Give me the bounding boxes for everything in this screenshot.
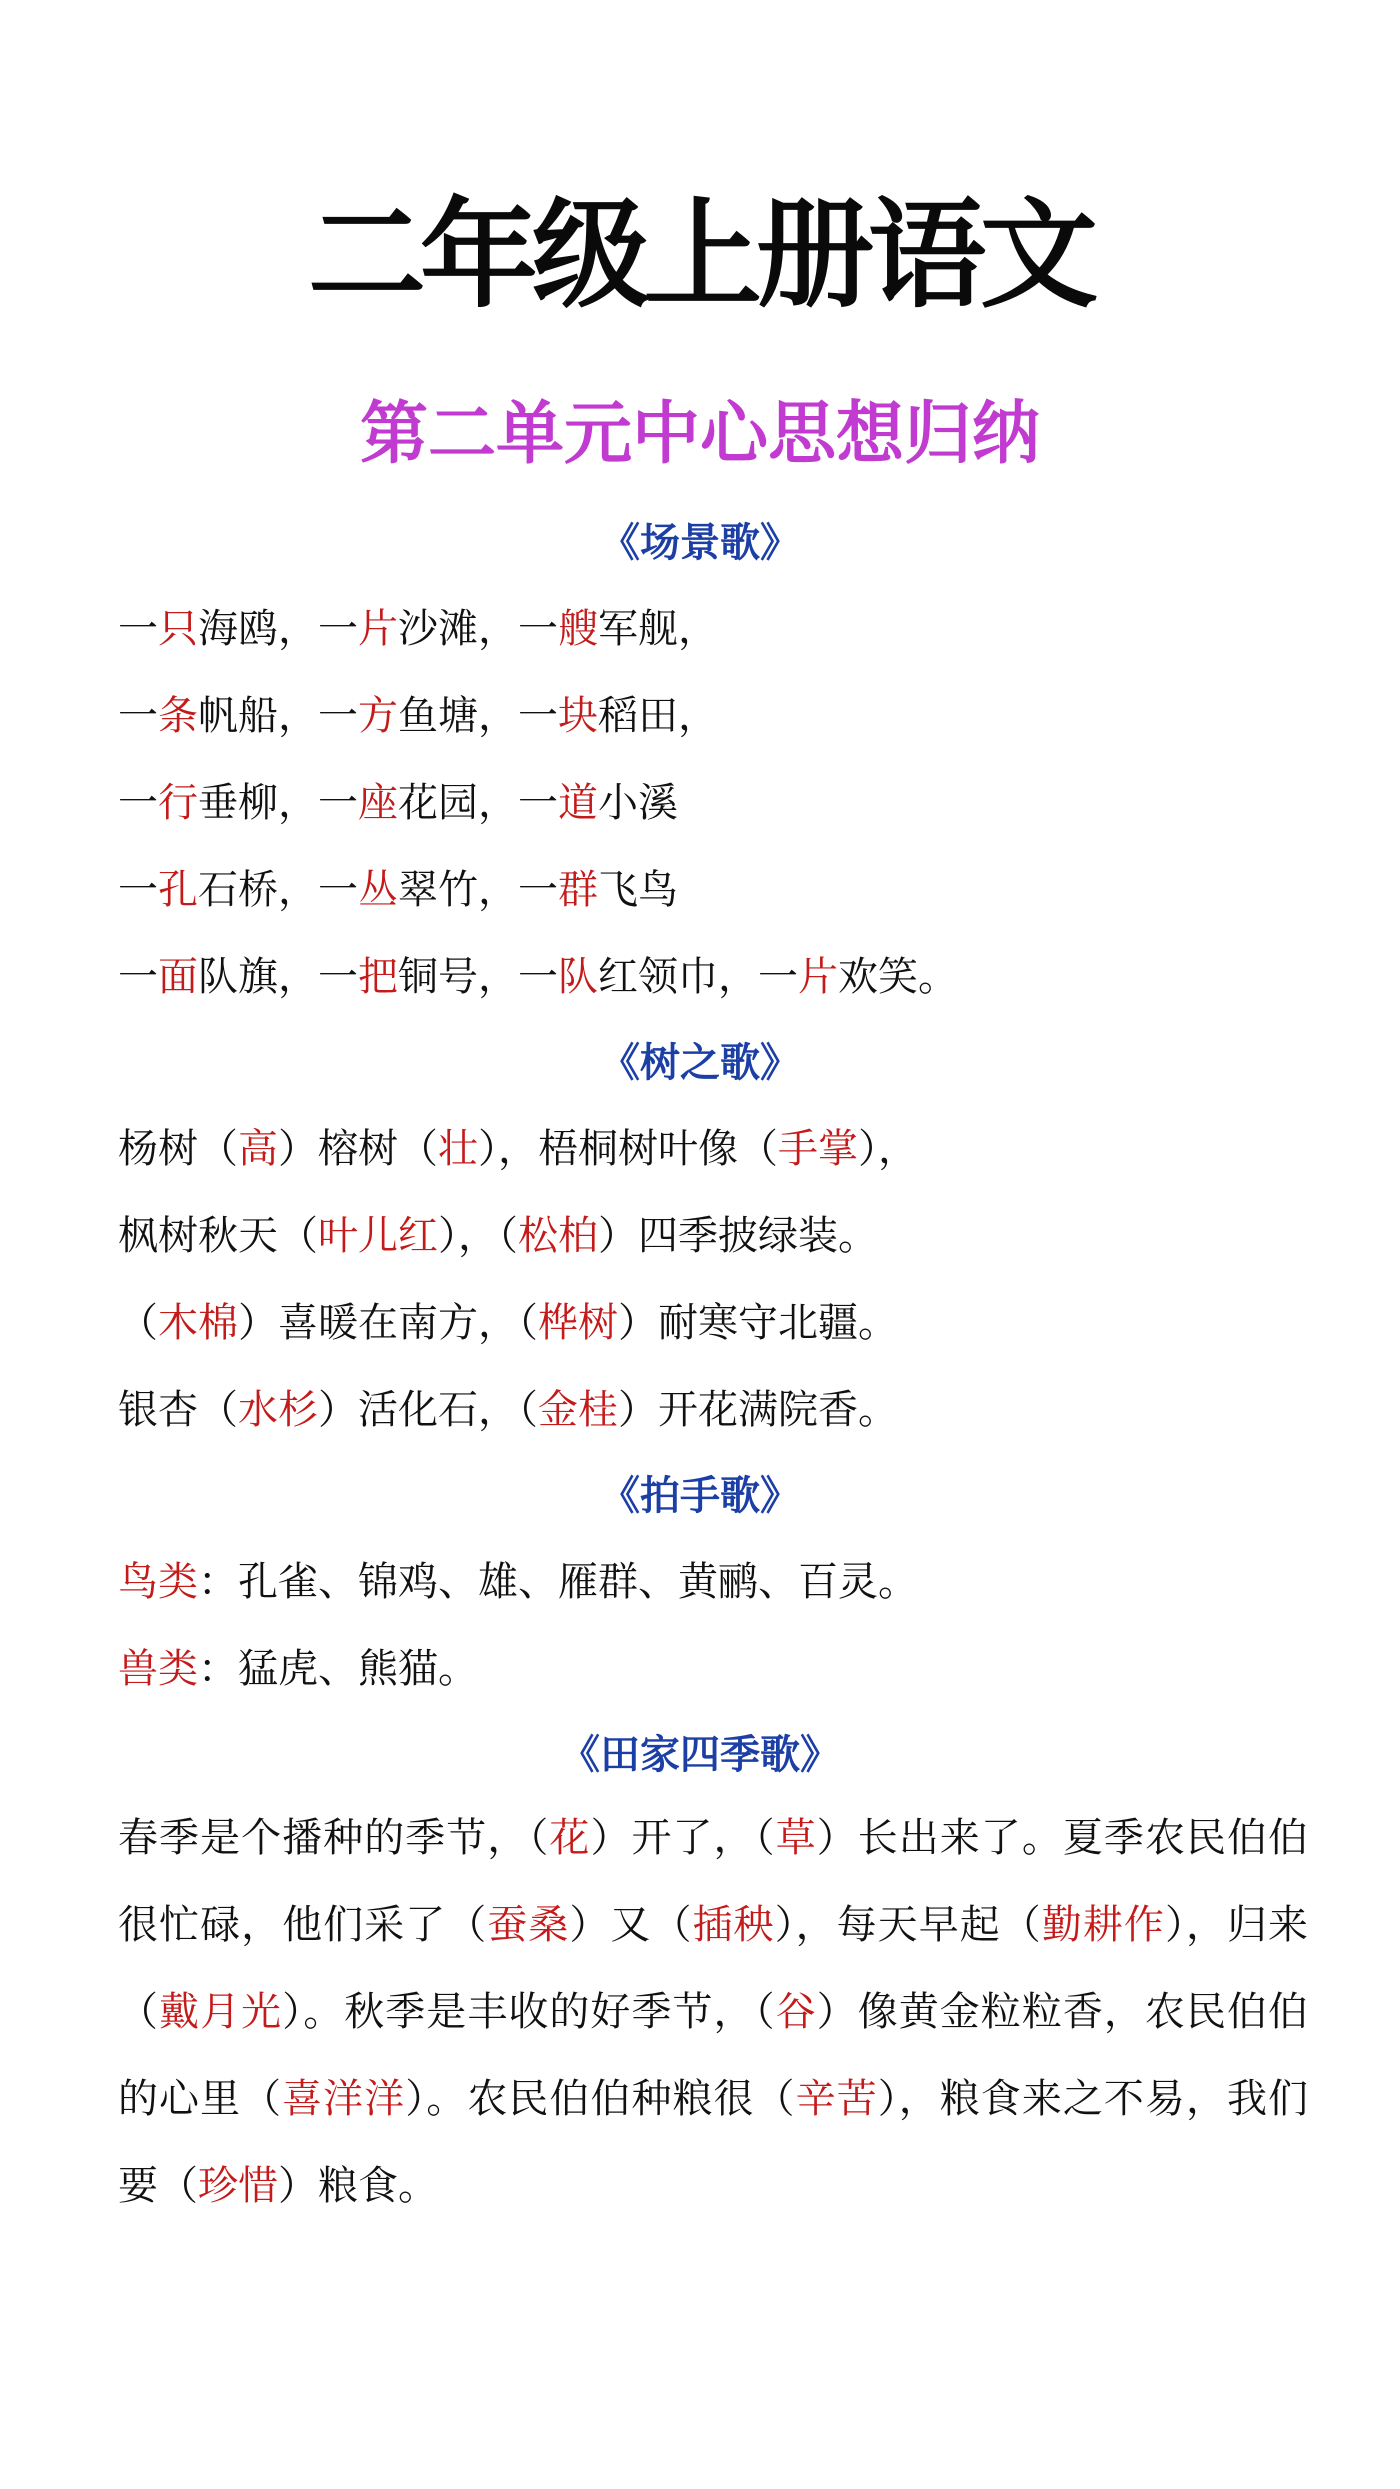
highlight-word: 面 <box>158 954 198 1000</box>
text-segment: 花园，一 <box>398 780 558 826</box>
highlight-word: 只 <box>158 606 198 652</box>
text-segment: 稻田， <box>598 693 718 739</box>
highlight-word: 队 <box>558 954 598 1000</box>
poem-line <box>118 1642 1318 1696</box>
text-segment: 队旗，一 <box>198 954 358 1000</box>
highlight-word: 片 <box>358 606 398 652</box>
text-segment: ）。农民伯伯种粮很（ <box>405 2076 796 2122</box>
text-segment: ），归来（ <box>118 1902 1309 2035</box>
text-segment: 海鸥，一 <box>198 606 358 652</box>
poem-line <box>118 689 1318 743</box>
poem-line <box>118 1296 1318 1350</box>
highlight-word: 丛 <box>358 867 398 913</box>
text-segment: 帆船，一 <box>198 693 358 739</box>
poem-line <box>118 1383 1318 1437</box>
text-segment: 一 <box>118 693 158 739</box>
highlight-word: 辛苦 <box>795 2076 878 2122</box>
text-segment: 铜号，一 <box>398 954 558 1000</box>
section-heading-shuzhige: 《树之歌》 <box>600 1040 800 1086</box>
poem-line <box>118 1555 1318 1609</box>
highlight-word: 块 <box>558 693 598 739</box>
text-segment: ）像黄金粒粒香，农民伯伯的心里（ <box>118 1989 1309 2122</box>
highlight-word: 珍惜 <box>198 2163 278 2209</box>
text-segment: （ <box>118 1300 158 1346</box>
text-segment: 一 <box>118 606 158 652</box>
text-segment: ：猛虎、熊猫。 <box>198 1646 478 1692</box>
highlight-word: 勤耕作 <box>1041 1902 1165 1948</box>
highlight-word: 片 <box>798 954 838 1000</box>
section-heading-tianjiasijige: 《田家四季歌》 <box>560 1732 840 1778</box>
text-segment: ）耐寒守北疆。 <box>618 1300 898 1346</box>
highlight-word: 蚕桑 <box>487 1902 570 1948</box>
text-segment: ）开了，（ <box>590 1815 776 1861</box>
highlight-word: 行 <box>158 780 198 826</box>
text-segment: 垂柳，一 <box>198 780 358 826</box>
page-subtitle: 第二单元中心思想归纳 <box>359 395 1040 474</box>
section-heading-changjingge: 《场景歌》 <box>600 520 800 566</box>
highlight-word: 座 <box>358 780 398 826</box>
text-segment: 欢笑。 <box>838 954 958 1000</box>
text-segment: ）， <box>858 1126 918 1172</box>
highlight-word: 手掌 <box>778 1126 858 1172</box>
text-segment: ）活化石，（ <box>318 1387 538 1433</box>
section-heading-paishouge: 《拍手歌》 <box>600 1473 800 1519</box>
text-segment: 一 <box>118 780 158 826</box>
poem-line <box>118 1209 1318 1263</box>
paragraph-tianjiasijige <box>118 1795 1308 2230</box>
highlight-word: 草 <box>775 1815 817 1861</box>
highlight-word: 高 <box>238 1126 278 1172</box>
text-segment: 杨树（ <box>118 1126 238 1172</box>
text-segment: ）粮食。 <box>278 2163 438 2209</box>
text-segment: ）。秋季是丰收的好季节，（ <box>282 1989 776 2035</box>
highlight-word: 松柏 <box>518 1213 598 1259</box>
text-segment: 小溪 <box>598 780 678 826</box>
highlight-word: 叶儿红 <box>318 1213 438 1259</box>
poem-line <box>118 776 1318 830</box>
text-segment: ）又（ <box>569 1902 693 1948</box>
highlight-word: 方 <box>358 693 398 739</box>
text-segment: 红领巾，一 <box>598 954 798 1000</box>
text-segment: 沙滩，一 <box>398 606 558 652</box>
highlight-word: 孔 <box>158 867 198 913</box>
text-segment: 枫树秋天（ <box>118 1213 318 1259</box>
text-segment: 银杏（ <box>118 1387 238 1433</box>
poem-line <box>118 1122 1318 1176</box>
text-segment: 石桥，一 <box>198 867 358 913</box>
text-segment: ）喜暖在南方，（ <box>238 1300 538 1346</box>
highlight-word: 喜洋洋 <box>282 2076 406 2122</box>
text-segment: 军舰， <box>598 606 718 652</box>
poem-line <box>118 863 1318 917</box>
text-segment: 鱼塘，一 <box>398 693 558 739</box>
text-segment: ），梧桐树叶像（ <box>478 1126 778 1172</box>
text-segment: 一 <box>118 867 158 913</box>
text-segment: 一 <box>118 954 158 1000</box>
highlight-word: 插秧 <box>692 1902 775 1948</box>
highlight-word: 鸟类 <box>118 1559 198 1605</box>
text-segment: ）长出来了。夏季农民伯伯很忙碌，他们采了（ <box>118 1815 1309 1948</box>
text-segment: ），粮食来之不易，我们要（ <box>118 2076 1309 2209</box>
text-segment: ）榕树（ <box>278 1126 438 1172</box>
page-title: 二年级上册语文 <box>307 186 1092 324</box>
text-segment: ：孔雀、锦鸡、雄、雁群、黄鹂、百灵。 <box>198 1559 918 1605</box>
highlight-word: 谷 <box>775 1989 817 2035</box>
highlight-word: 水杉 <box>238 1387 318 1433</box>
text-segment: 春季是个播种的季节，（ <box>118 1815 550 1861</box>
text-segment: 翠竹，一 <box>398 867 558 913</box>
highlight-word: 木棉 <box>158 1300 238 1346</box>
highlight-word: 金桂 <box>538 1387 618 1433</box>
text-segment: ）开花满院香。 <box>618 1387 898 1433</box>
highlight-word: 花 <box>549 1815 591 1861</box>
text-segment: ）四季披绿装。 <box>598 1213 878 1259</box>
highlight-word: 道 <box>558 780 598 826</box>
highlight-word: 戴月光 <box>159 1989 283 2035</box>
text-segment: 飞鸟 <box>598 867 678 913</box>
highlight-word: 桦树 <box>538 1300 618 1346</box>
text-segment: ），（ <box>438 1213 518 1259</box>
poem-line <box>118 602 1318 656</box>
highlight-word: 群 <box>558 867 598 913</box>
highlight-word: 艘 <box>558 606 598 652</box>
highlight-word: 兽类 <box>118 1646 198 1692</box>
poem-line <box>118 950 1318 1004</box>
highlight-word: 条 <box>158 693 198 739</box>
highlight-word: 把 <box>358 954 398 1000</box>
highlight-word: 壮 <box>438 1126 478 1172</box>
text-segment: ），每天早起（ <box>774 1902 1042 1948</box>
